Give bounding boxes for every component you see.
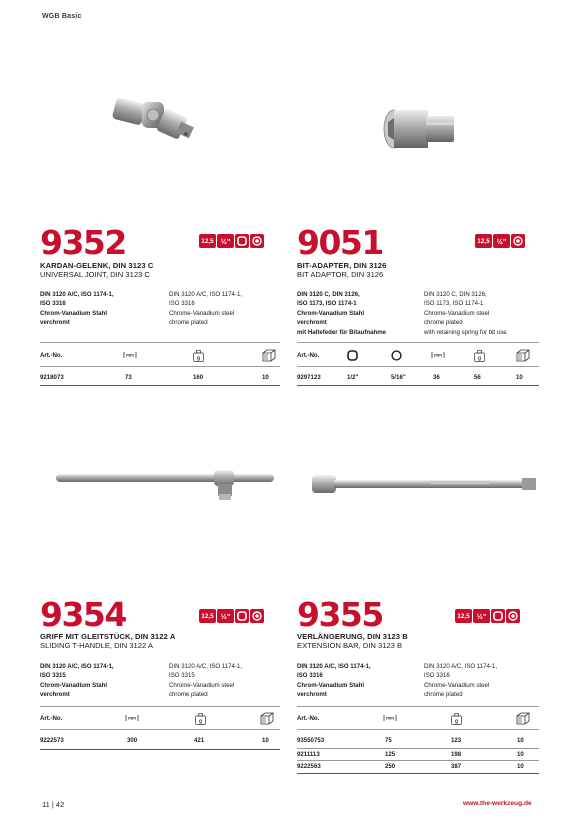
table-rule — [297, 748, 539, 749]
table-header — [40, 352, 280, 366]
table-rule — [40, 342, 280, 343]
square-drive-icon — [491, 609, 505, 623]
round-drive-icon — [250, 234, 264, 248]
cell-weight: 56 — [474, 374, 481, 381]
brand-label: WGB Basic — [42, 13, 82, 20]
cell-art-no: 9222563 — [297, 763, 321, 770]
spec-en-line: ISO 1173, ISO 1174-1 — [424, 300, 484, 308]
table-rule — [40, 385, 280, 386]
box-icon — [516, 712, 530, 725]
col-art-no: Art.-No. — [297, 352, 320, 359]
spec-de-line: ISO 3316 — [40, 300, 66, 308]
product-title-en: UNIVERSAL JOINT, DIN 3123 C — [40, 270, 150, 279]
spec-en-line: Chrome-Vanadium steel — [424, 309, 490, 317]
spec-en-line: DIN 3120 A/C, ISO 1174-1, — [169, 291, 243, 298]
weight-icon — [195, 713, 206, 725]
square-drive-icon — [235, 609, 249, 623]
square-drive-icon — [347, 350, 358, 361]
table-row — [297, 374, 539, 384]
table-rule — [297, 773, 539, 774]
cell-mm: 300 — [127, 737, 138, 744]
spec-en — [169, 662, 242, 700]
spec-en-line: chrome plated — [424, 691, 463, 699]
product-title-en: BIT ADAPTOR, DIN 3126 — [297, 270, 384, 279]
product-title-de: KARDAN-GELENK, DIN 3123 C — [40, 261, 154, 270]
extension-bar-photo — [310, 473, 538, 495]
drive-inch-badge: ½" — [493, 234, 510, 248]
cell-weight: 421 — [194, 737, 205, 744]
website-link[interactable]: www.the-werkzeug.de — [463, 800, 532, 807]
svg-text:mm: mm — [434, 352, 442, 358]
mm-span-icon — [383, 715, 397, 721]
cell-weight: 387 — [451, 763, 462, 770]
spec-de-line: Chrom-Vanadium Stahl — [297, 681, 365, 689]
spec-de-line: Chrom-Vanadium Stahl — [40, 681, 108, 689]
table-rule — [40, 706, 280, 707]
spec-en — [424, 290, 507, 337]
spec-de-line: DIN 3120 A/C, ISO 1174-1, — [297, 663, 371, 670]
square-drive-icon — [235, 234, 249, 248]
spec-de-line: verchromt — [40, 691, 70, 699]
mm-span-icon — [123, 352, 137, 358]
table-row — [40, 374, 280, 384]
product-number: 9051 — [297, 223, 383, 262]
table-rule — [297, 760, 539, 761]
badge-group — [455, 609, 520, 623]
cell-mm: 250 — [385, 763, 396, 770]
mm-span-icon — [125, 715, 139, 721]
spec-en-line: DIN 3120 A/C, ISO 1174-1, — [169, 663, 243, 670]
table-rule — [297, 366, 539, 367]
spec-en-line: DIN 3120 C, DIN 3126, — [424, 291, 487, 298]
weight-icon — [474, 350, 485, 362]
cell-box: 10 — [262, 374, 269, 381]
cell-art-no: 9222573 — [40, 737, 64, 744]
cell-mm: 73 — [125, 374, 132, 381]
cell-weight: 123 — [451, 737, 462, 744]
table-rule — [297, 342, 539, 343]
product-title-de: VERLÄNGERUNG, DIN 3123 B — [297, 632, 408, 641]
spec-de-line: Chrom-Vanadium Stahl — [40, 309, 108, 317]
svg-text:g: g — [198, 718, 203, 725]
spec-de-line: verchromt — [297, 319, 327, 327]
spec-de — [297, 290, 386, 337]
box-icon — [262, 349, 276, 362]
cell-art-no: 9218073 — [40, 374, 64, 381]
drive-inch-badge: ½" — [217, 609, 234, 623]
table-row — [297, 763, 539, 773]
bit-adapter-photo — [380, 106, 460, 152]
cell-box: 10 — [517, 751, 524, 758]
spec-de-line: ISO 3316 — [297, 672, 323, 680]
cell-mm: 75 — [385, 737, 392, 744]
badge-group — [199, 234, 264, 248]
spec-de-line: verchromt — [297, 691, 327, 699]
cell-mm: 125 — [385, 751, 396, 758]
spec-de — [40, 290, 114, 328]
table-rule — [40, 749, 280, 750]
weight-icon — [193, 350, 204, 362]
spec-de-line: Chrom-Vanadium Stahl — [297, 309, 365, 317]
cell-drive: 1/2" — [347, 374, 359, 381]
spec-en-line: chrome plated — [169, 319, 208, 327]
product-title-en: EXTENSION BAR, DIN 3123 B — [297, 641, 403, 650]
spec-en-line: DIN 3120 A/C, ISO 1174-1, — [424, 663, 498, 670]
product-title-de: GRIFF MIT GLEITSTÜCK, DIN 3122 A — [40, 632, 176, 641]
round-drive-icon — [511, 234, 525, 248]
product-number: 9354 — [40, 595, 126, 634]
cell-box: 10 — [517, 763, 524, 770]
drive-mm-badge: 12,5 — [475, 234, 492, 248]
product-number: 9352 — [40, 223, 126, 262]
spec-en-line: with retaining spring for bit use — [424, 328, 507, 336]
svg-text:mm: mm — [386, 715, 394, 721]
drive-inch-badge: ½" — [473, 609, 490, 623]
round-bit-icon — [391, 350, 402, 361]
spec-en — [169, 290, 242, 328]
spec-en-line: ISO 3316 — [424, 672, 450, 680]
drive-mm-badge: 12,5 — [199, 609, 216, 623]
drive-mm-badge: 12,5 — [199, 234, 216, 248]
svg-text:mm: mm — [126, 352, 134, 358]
spec-en — [424, 662, 497, 700]
badge-group — [475, 234, 525, 248]
product-title-en: SLIDING T-HANDLE, DIN 3122 A — [40, 641, 153, 650]
svg-text:g: g — [196, 355, 201, 362]
cell-art-no: 9297123 — [297, 374, 321, 381]
round-drive-icon — [506, 609, 520, 623]
table-rule — [40, 366, 280, 367]
spec-de-line: DIN 3120 A/C, ISO 1174-1, — [40, 291, 114, 298]
svg-text:g: g — [477, 355, 482, 362]
box-icon — [260, 712, 274, 725]
cell-art-no: 93550753 — [297, 737, 325, 744]
drive-inch-badge: ½" — [217, 234, 234, 248]
spec-de-line: verchromt — [40, 319, 70, 327]
cell-box: 10 — [262, 737, 269, 744]
svg-text:mm: mm — [128, 715, 136, 721]
cell-weight: 160 — [193, 374, 204, 381]
spec-en-line: chrome plated — [424, 319, 463, 327]
drive-mm-badge: 12,5 — [455, 609, 472, 623]
spec-de — [297, 662, 371, 700]
spec-en-line: ISO 3315 — [169, 672, 195, 680]
spec-de-line: ISO 3315 — [40, 672, 66, 680]
box-icon — [516, 349, 530, 362]
table-rule — [297, 706, 539, 707]
table-header — [297, 352, 539, 366]
col-art-no: Art.-No. — [40, 352, 63, 359]
sliding-t-handle-photo — [54, 466, 276, 502]
cell-art-no: 9211113 — [297, 751, 320, 758]
table-rule — [297, 385, 539, 386]
cell-weight: 198 — [451, 751, 462, 758]
spec-de-line: ISO 1173, ISO 1174-1 — [297, 300, 357, 308]
mm-span-icon — [431, 352, 445, 358]
product-number: 9355 — [297, 595, 383, 634]
universal-joint-photo — [108, 86, 204, 156]
cell-bit: 5/16" — [391, 374, 406, 381]
spec-de — [40, 662, 114, 700]
product-title-de: BIT-ADAPTER, DIN 3126 — [297, 261, 387, 270]
col-art-no: Art.-No. — [297, 715, 320, 722]
spec-de-line: mit Haltefeder für Bitaufnahme — [297, 328, 387, 336]
spec-en-line: Chrome-Vanadium steel — [169, 681, 235, 689]
svg-text:g: g — [454, 718, 459, 725]
spec-en-line: Chrome-Vanadium steel — [424, 681, 490, 689]
cell-box: 10 — [517, 737, 524, 744]
col-art-no: Art.-No. — [40, 715, 63, 722]
page-number: 11 | 42 — [42, 800, 65, 809]
table-rule — [40, 729, 280, 730]
weight-icon — [451, 713, 462, 725]
table-header — [297, 715, 539, 729]
table-row — [40, 737, 280, 747]
spec-en-line: ISO 3316 — [169, 300, 195, 308]
table-rule — [297, 729, 539, 730]
table-row — [297, 737, 539, 747]
table-header — [40, 715, 280, 729]
badge-group — [199, 609, 264, 623]
spec-de-line: DIN 3120 A/C, ISO 1174-1, — [40, 663, 114, 670]
spec-de-line: DIN 3120 C, DIN 3126, — [297, 291, 360, 298]
round-drive-icon — [250, 609, 264, 623]
spec-en-line: chrome plated — [169, 691, 208, 699]
cell-box: 10 — [516, 374, 523, 381]
cell-mm: 36 — [433, 374, 440, 381]
spec-en-line: Chrome-Vanadium steel — [169, 309, 235, 317]
